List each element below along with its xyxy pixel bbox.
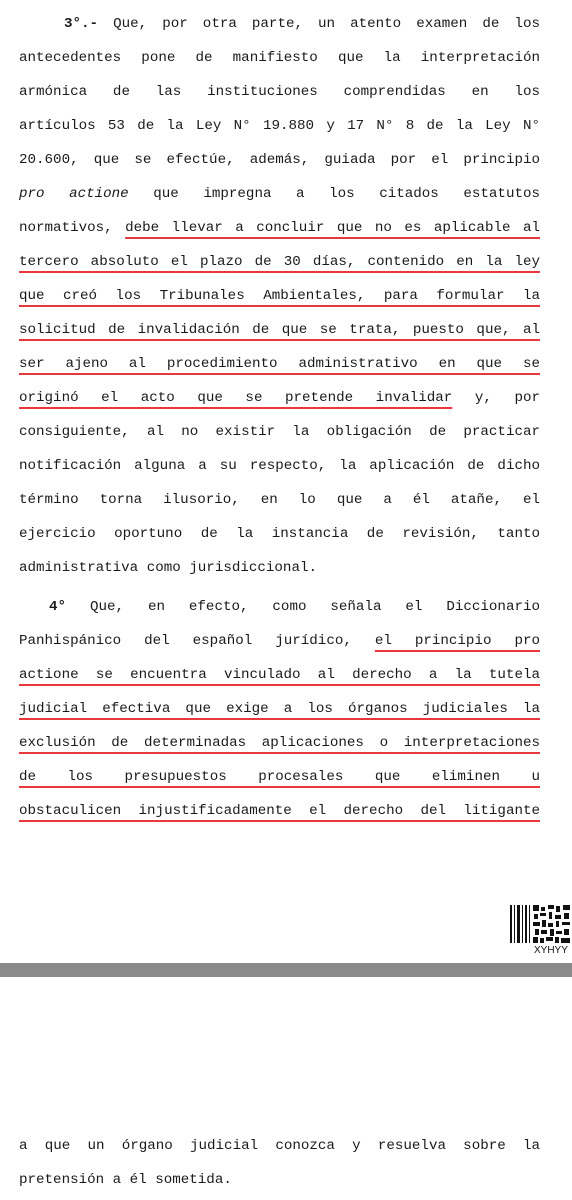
page-separator [0,963,572,977]
paragraph-4-line-2: Panhispánico del español jurídico, el principio pro [19,633,540,649]
paragraph-3-line-17: administrativa como jurisdiccional. [19,560,317,576]
paragraph-number: 4° [49,599,67,615]
underlined-passage: que creó los Tribunales Ambientales, para formular la [19,288,540,304]
underlined-passage: solicitud de invalidación de que se trata, puesto que, al [19,322,540,338]
underlined-passage: exclusión de determinadas aplicaciones o interpretaciones [19,735,540,751]
paragraph-4-line-3 [19,658,540,692]
paragraph-3-line-6: pro actione que impregna a los citados estatutos [19,186,540,202]
paragraph-3-line-1: 3°.- Que, por otra parte, un atento examen de los [64,16,540,32]
paragraph-3-line-14: notificación alguna a su respecto, la aplicación de dicho [19,458,540,474]
underlined-passage: debe llevar a concluir que no es aplicable al [125,220,541,236]
paragraph-4-continued [19,1129,540,1197]
stamp-label: XYHYY [534,945,568,956]
paragraph-3-line-8 [19,245,540,279]
underlined-passage: de los presupuestos procesales que eliminen u [19,769,540,785]
barcode-stamp [508,905,572,955]
paragraph-3-line-11 [19,347,540,381]
document-page-2 [0,977,572,1200]
underlined-passage: el principio pro [374,633,540,649]
paragraph-4-continued-line-1: a que un órgano judicial conozca y resuelva sobre la [19,1138,540,1154]
underlined-passage: tercero absoluto el plazo de 30 días, contenido en la ley [19,254,540,270]
paragraph-4-line-1: 4° Que, en efecto, como señala el Diccionario [49,599,541,615]
paragraph-3-line-2: antecedentes pone de manifiesto que la interpretación [19,50,540,66]
paragraph-4-line-4 [19,692,540,726]
paragraph-number: 3°.- [64,16,99,32]
underlined-passage: actione se encuentra vinculado al derecho a la tutela [19,667,540,683]
paragraph-4-continued-line-2: pretensión a él sometida. [19,1172,232,1188]
underlined-passage: obstaculicen injustificadamente el derecho del litigante [19,803,540,819]
paragraph-3-line-16: ejercicio oportuno de la instancia de revisión, tanto [19,526,540,542]
paragraph-3-line-12: originó el acto que se pretende invalidar y, por [19,390,540,406]
paragraph-3-line-15: término torna ilusorio, en lo que a él atañe, el [19,492,540,508]
underlined-passage: ser ajeno al procedimiento administrativo en que se [19,356,540,372]
paragraph-4 [19,590,540,828]
paragraph-3-line-13: consiguiente, al no existir la obligación de practicar [19,424,540,440]
italic-phrase: pro actione [19,186,129,202]
underlined-passage: originó el acto que se pretende invalidar [19,390,453,406]
underlined-passage: judicial efectiva que exige a los órganos judiciales la [19,701,540,717]
paragraph-3-line-9 [19,279,540,313]
paragraph-4-line-7 [19,794,540,828]
paragraph-4-line-5 [19,726,540,760]
paragraph-3-line-3: armónica de las instituciones comprendidas en los [19,84,540,100]
barcode-stamp-icon [508,905,572,943]
paragraph-3-line-4: artículos 53 de la Ley N° 19.880 y 17 N° 8 de la Ley N° [19,118,540,134]
paragraph-4-line-6 [19,760,540,794]
paragraph-3 [19,7,540,585]
paragraph-3-line-10 [19,313,540,347]
paragraph-3-line-5: 20.600, que se efectúe, además, guiada por el principio [19,152,540,168]
paragraph-3-line-7: normativos, debe llevar a concluir que no es aplicable al [19,220,541,236]
